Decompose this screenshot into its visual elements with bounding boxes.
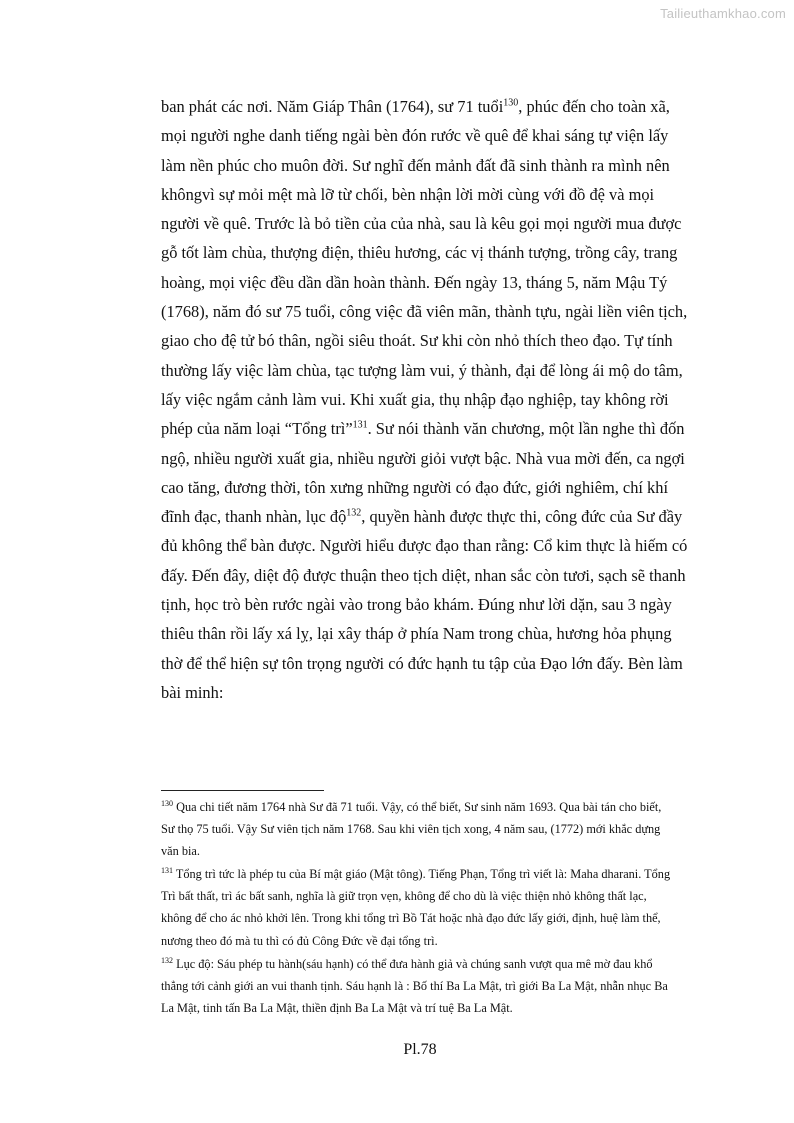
footnote xyxy=(161,796,721,862)
paragraph-line xyxy=(161,444,720,473)
footnote-text: thẳng tới cảnh giới an vui thanh tịnh. Sáu hạnh là : Bố thí Ba La Mật, trì giới Ba La Mật, nhẫn nhục Ba xyxy=(161,978,668,993)
paragraph-line xyxy=(161,238,720,267)
footnote-text: La Mật, tinh tấn Ba La Mật, thiền định Ba La Mật và trí tuệ Ba La Mật. xyxy=(161,1000,513,1015)
paragraph-line xyxy=(161,531,720,560)
line-text: thờ để thể hiện sự tôn trọng người có đức hạnh tu tập của Đạo lớn đấy. Bèn làm xyxy=(161,653,683,673)
paragraph-line xyxy=(161,561,720,590)
footnote-ref[interactable]: 132 xyxy=(346,507,362,519)
paragraph-line xyxy=(161,209,720,238)
line-text: . Sư nói thành văn chương, một lần nghe thì đốn xyxy=(367,419,685,439)
line-text: hoàng, mọi việc đều dần dần hoàn thành. Đến ngày 13, tháng 5, năm Mậu Tý xyxy=(161,272,668,292)
footnote-line xyxy=(161,930,721,952)
paragraph-line xyxy=(161,502,720,531)
paragraph-line xyxy=(161,92,720,121)
footnote-text: Lục độ: Sáu phép tu hành(sáu hạnh) có thể đưa hành giả và chúng sanh vượt qua mê mờ đau khổ xyxy=(176,956,653,971)
line-text: lấy việc ngắm cảnh làm vui. Khi xuất gia, thụ nhập đạo nghiệp, tay không rời xyxy=(161,389,669,409)
footnote-line xyxy=(161,818,721,840)
paragraph-line xyxy=(161,473,720,502)
line-text: đủ không thể bàn được. Người hiểu được đạo than rằng: Cổ kim thực là hiếm có xyxy=(161,536,688,556)
main-paragraph xyxy=(161,92,720,707)
paragraph-line xyxy=(161,414,720,443)
line-text: làm nền phúc cho muôn đời. Sư nghĩ đến mảnh đất đã sinh thành ra mình nên xyxy=(161,155,670,175)
footnote xyxy=(161,953,721,1019)
paragraph-line xyxy=(161,385,720,414)
line-text: thường lấy việc làm chùa, tạc tượng làm vui, ý thành, đại để lòng ái mộ do tâm, xyxy=(161,360,683,380)
line-text: tịnh, học trò bèn rước ngài vào trong bảo khám. Đúng như lời dặn, sau 3 ngày xyxy=(161,595,672,615)
line-text: ban phát các nơi. Năm Giáp Thân (1764), sư 71 tuổi xyxy=(161,97,504,116)
footnote-separator xyxy=(161,790,324,791)
footnote-line xyxy=(161,997,721,1019)
paragraph-line xyxy=(161,356,720,385)
footnote-number: 132 xyxy=(161,955,173,965)
line-text: gỗ tốt làm chùa, thượng điện, thiêu hương, các vị thánh tượng, trồng cây, trang xyxy=(161,243,678,263)
footnote-text: Qua chi tiết năm 1764 nhà Sư đã 71 tuổi. Vậy, có thể biết, Sư sinh năm 1693. Qua bài tán cho biết, xyxy=(176,800,662,814)
paragraph-line xyxy=(161,590,720,619)
page-number: Pl.78 xyxy=(403,1041,437,1058)
footnote-number: 131 xyxy=(161,866,173,876)
paragraph-line xyxy=(161,326,720,355)
paragraph-line xyxy=(161,121,720,150)
line-text: đấy. Đến đây, diệt độ được thuận theo tịch diệt, nhan sắc còn tươi, sạch sẽ thanh xyxy=(161,565,686,585)
footnote-text: Trì bất thất, trì ác bất sanh, nghĩa là giữ trọn vẹn, không để cho dù là việc thiện nhỏ không thất lạc, xyxy=(161,889,647,904)
line-text: (1768), năm đó sư 75 tuổi, công việc đã viên mãn, thành tựu, ngài liền viên tịch, xyxy=(161,302,688,322)
paragraph-line xyxy=(161,297,720,326)
watermark-text: Tailieuthamkhao.com xyxy=(660,6,786,21)
line-text: ngộ, nhiều người xuất gia, nhiều người giỏi vượt bậc. Nhà vua mời đến, ca ngợi xyxy=(161,448,685,468)
paragraph-line xyxy=(161,649,720,678)
line-text: giao cho đệ tử bó thân, ngồi siêu thoát. Sư khi còn nhỏ thích theo đạo. Tự tính xyxy=(161,331,673,351)
line-text: phép của năm loại “Tổng trì” xyxy=(161,419,353,439)
line-text: người về quê. Trước là bỏ tiền của của nhà, sau là kêu gọi mọi người mua được xyxy=(161,214,682,234)
paragraph-line xyxy=(161,268,720,297)
line-text: bài minh: xyxy=(161,682,224,702)
footnote-line xyxy=(161,840,721,862)
footnote-text: nương theo đó mà tu thì có đủ Công Đức về đại tổng trì. xyxy=(161,933,438,948)
footnote xyxy=(161,863,721,951)
footnote-ref[interactable]: 130 xyxy=(503,97,519,109)
footnote-text: không để cho ác nhỏ khởi lên. Trong khi tổng trì Bồ Tát hoặc nhà đạo đức lấy giới, định, huệ làm thể, xyxy=(161,911,661,926)
line-text: mọi người nghe danh tiếng ngài bèn đón rước về quê để khai sáng tự viện lấy xyxy=(161,126,669,146)
footnote-line xyxy=(161,953,721,975)
footnote-number: 130 xyxy=(161,798,173,808)
line-text: cao tăng, đương thời, tôn xưng những người có đạo đức, giới nghiêm, chí khí xyxy=(161,477,668,497)
footnote-line xyxy=(161,885,721,907)
footnote-text: Sư thọ 75 tuổi. Vậy Sư viên tịch năm 1768. Sau khi viên tịch xong, 4 năm sau, (1772) mới khắc dựng xyxy=(161,822,661,837)
footnote-line xyxy=(161,863,721,885)
footnote-text: Tổng trì tức là phép tu của Bí mật giáo (Mật tông). Tiếng Phạn, Tổng trì viết là: Maha dharani. Tổng xyxy=(175,867,671,882)
line-text: khôngvì sự mỏi mệt mà lỡ từ chối, bèn nhận lời mời cùng với đồ đệ và mọi xyxy=(161,184,655,204)
paragraph-line xyxy=(161,619,720,648)
paragraph-line xyxy=(161,180,720,209)
paragraph-line xyxy=(161,678,720,707)
footnote-line xyxy=(161,796,721,818)
line-text: thiêu thân rồi lấy xá lỵ, lại xây tháp ở phía Nam trong chùa, hương hỏa phụng xyxy=(161,624,672,644)
footnote-text: văn bia. xyxy=(161,844,200,859)
line-text: , phúc đến cho toàn xã, xyxy=(518,97,670,116)
footnote-ref[interactable]: 131 xyxy=(352,419,368,431)
footnotes-section xyxy=(161,796,721,1020)
footnote-line xyxy=(161,975,721,997)
line-text: đĩnh đạc, thanh nhàn, lục độ xyxy=(161,507,347,527)
footnote-line xyxy=(161,907,721,929)
paragraph-line xyxy=(161,151,720,180)
line-text: , quyền hành được thực thi, công đức của Sư đầy xyxy=(361,507,683,527)
